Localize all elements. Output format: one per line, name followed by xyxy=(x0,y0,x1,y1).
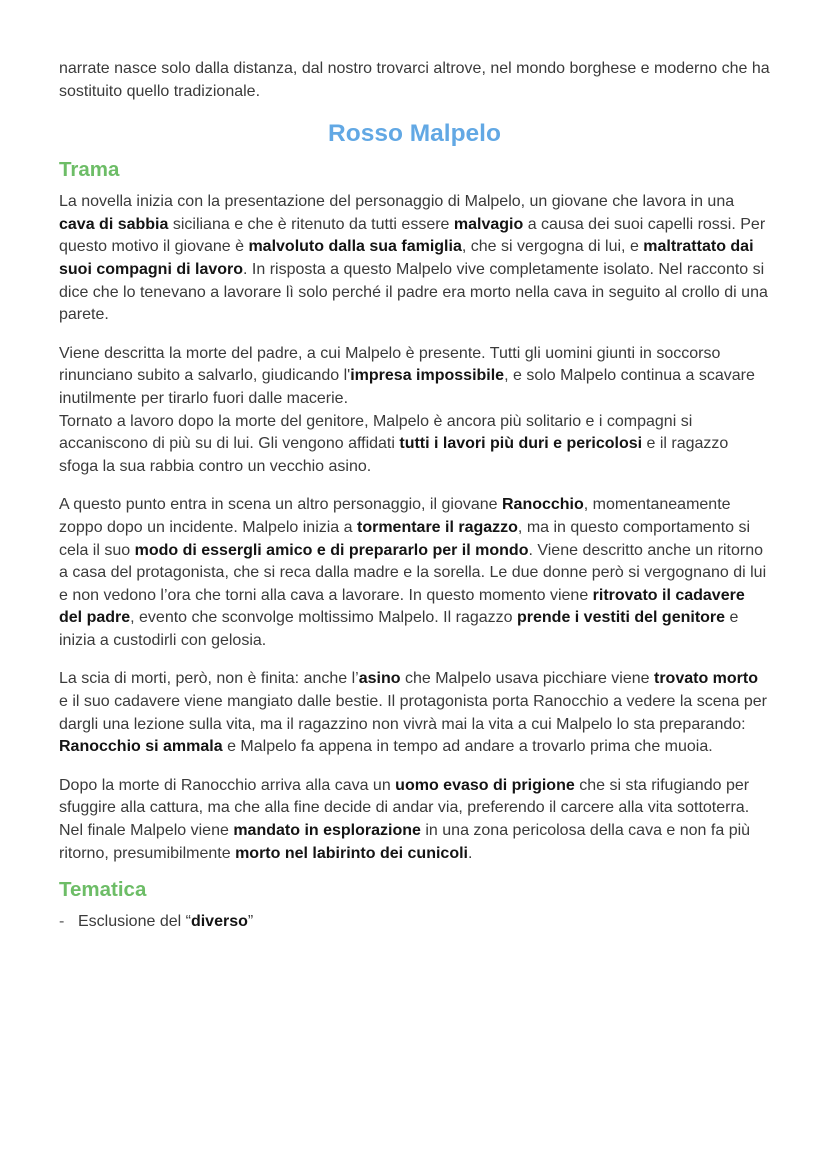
trama-paragraph-5 xyxy=(59,668,770,758)
bold-text: morto nel labirinto dei cunicoli xyxy=(235,844,468,862)
text-run: in una zona pericolosa della cava e non fa più ritorno, presumibilmente xyxy=(59,822,751,862)
list-item-text xyxy=(78,911,253,934)
text-run: . In risposta a questo Malpelo vive completamente isolato. Nel racconto si dice che lo tenevano a lavorare lì solo perché il padre era morto nella cava in seguito al crollo di una parete. xyxy=(59,260,768,324)
bold-text: cava di sabbia xyxy=(59,215,169,233)
text-run: e inizia a custodirli con gelosia. xyxy=(59,609,739,649)
text-run: Esclusione del “ xyxy=(78,913,191,931)
bold-text: diverso xyxy=(190,913,248,931)
text-run: che Malpelo usava picchiare viene xyxy=(400,670,654,688)
list-item xyxy=(59,911,770,934)
bold-text: malvagio xyxy=(453,215,524,233)
trama-paragraph-3 xyxy=(59,411,770,479)
text-run: Viene descritta la morte del padre, a cui Malpelo è presente. Tutti gli uomini giunti in soccorso rinunciano subito a salvarlo, giudicando l' xyxy=(59,344,721,385)
bold-text: maltrattato dai suoi compagni di lavoro xyxy=(59,238,754,278)
text-run: , evento che sconvolge moltissimo Malpelo. Il ragazzo xyxy=(130,609,517,627)
text-run: siciliana e che è ritenuto da tutti essere xyxy=(168,215,454,233)
trama-paragraph-2 xyxy=(59,343,770,411)
text-run: Tornato a lavoro dopo la morte del genitore, Malpelo è ancora più solitario e i compagni si accaniscono di più su di lui. Gli vengono affidati xyxy=(59,412,693,453)
bold-text: Ranocchio si ammala xyxy=(59,738,223,756)
text-run: e Malpelo fa appena in tempo ad andare a trovarlo prima che muoia. xyxy=(222,738,713,756)
trama-paragraph-1 xyxy=(59,191,770,327)
bold-text: trovato morto xyxy=(654,670,758,688)
text-run: che si sta rifugiando per sfuggire alla cattura, ma che alla fine decide di andar via, preferendo il carcere alla vita sottoterra. Nel finale Malpelo viene xyxy=(59,776,750,840)
bold-text: asino xyxy=(358,670,401,688)
bold-text: ritrovato il cadavere del padre xyxy=(59,586,745,627)
text-run: . xyxy=(467,844,473,862)
intro-paragraph: narrate nasce solo dalla distanza, dal nostro trovarci altrove, nel mondo borghese e moderno che ha sostituito quello tradizionale. xyxy=(59,60,770,100)
text-run: e il suo cadavere viene mangiato dalle bestie. Il protagonista porta Ranocchio a vedere la scena per dargli una lezione sulla vita, ma il ragazzino non vivrà mai la vita a cui Malpelo lo sta preparando: xyxy=(59,693,767,733)
text-run: , che si vergogna di lui, e xyxy=(461,238,644,256)
text-run: A questo punto entra in scena un altro personaggio, il giovane xyxy=(59,496,502,514)
text-run: Dopo la morte di Ranocchio arriva alla cava un xyxy=(59,776,396,794)
text-run: La novella inizia con la presentazione del personaggio di Malpelo, un giovane che lavora in una xyxy=(59,193,735,211)
text-run: ” xyxy=(247,913,254,931)
bold-text: Ranocchio xyxy=(501,496,584,514)
list-bullet: - xyxy=(59,913,65,931)
text-run: La scia di morti, però, non è finita: anche l’ xyxy=(59,670,359,688)
bold-text: mandato in esplorazione xyxy=(233,822,421,840)
section-heading-trama: Trama xyxy=(59,158,120,182)
trama-paragraph-6 xyxy=(59,775,770,865)
trama-paragraph-4 xyxy=(59,494,770,652)
page-title: Rosso Malpelo xyxy=(328,120,501,148)
text-run: , ma in questo comportamento si cela il suo xyxy=(59,518,751,559)
text-run: a causa dei suoi capelli rossi. Per questo motivo il giovane è xyxy=(59,215,766,256)
bold-text: malvoluto dalla sua famiglia xyxy=(248,238,462,256)
bold-text: tutti i lavori più duri e pericolosi xyxy=(399,435,643,453)
text-run: . Viene descritto anche un ritorno a casa del protagonista, che si reca dalla madre e la sorella. Le due donne però si vergognano di lui e non vedono l’ora che torni alla cava a lavorare. In questo momento viene xyxy=(59,541,767,604)
text-run: , e solo Malpelo continua a scavare inutilmente per tirarlo fuori dalle macerie. xyxy=(59,367,755,407)
section-heading-tematica: Tematica xyxy=(59,878,147,902)
text-run: e il ragazzo sfoga la sua rabbia contro un vecchio asino. xyxy=(59,435,729,475)
bold-text: impresa impossibile xyxy=(350,367,505,385)
text-run: , momentaneamente zoppo dopo un incidente. Malpelo inizia a xyxy=(59,496,731,536)
bold-text: uomo evaso di prigione xyxy=(395,776,575,794)
bold-text: prende i vestiti del genitore xyxy=(517,609,726,627)
bold-text: tormentare il ragazzo xyxy=(356,518,518,536)
bold-text: modo di essergli amico e di prepararlo per il mondo xyxy=(134,541,529,559)
